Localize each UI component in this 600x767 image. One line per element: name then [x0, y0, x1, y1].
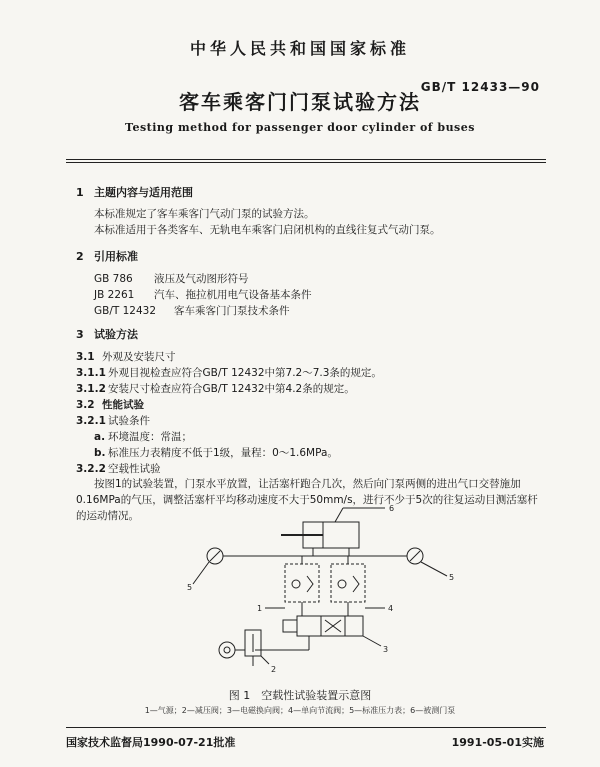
condition-item-a: a. 环境温度：常温；: [94, 431, 192, 443]
gauge-needle-left: [210, 551, 220, 561]
section-1-para-1: 本标准规定了客车乘客门气动门泵的试验方法。: [94, 208, 315, 220]
leader-5-left: [193, 562, 209, 584]
figure-legend: 1—气源；2—减压阀；3—电磁换向阀；4—单向节流阀；5—标准压力表；6—被测门泵: [144, 706, 456, 715]
check-throttle-valve-left: [285, 564, 319, 602]
leader-3: [363, 636, 381, 646]
label-5-left: 5: [187, 583, 193, 592]
label-6: 6: [389, 504, 395, 513]
header-rule-top: [66, 159, 546, 160]
gauge-needle-right: [410, 551, 420, 561]
condition-item-b: b. 标准压力表精度不低于1级，量程：0～1.6MPa。: [94, 447, 338, 459]
directional-valve-box-right: [345, 616, 363, 636]
air-source-core: [224, 647, 230, 653]
leader-5-right: [421, 562, 447, 576]
clause-3-2: 3.2 性能试验: [76, 399, 144, 411]
reference-item: GB/T 12432 客车乘客门门泵技术条件: [94, 305, 290, 317]
implementation-date: 1991-05-01实施: [451, 736, 544, 749]
label-1: 1: [257, 604, 263, 613]
section-1-heading: 1 主题内容与适用范围: [76, 186, 193, 199]
section-3-heading: 3 试验方法: [76, 328, 138, 341]
no-load-test-paragraph: 按图1的试验装置，门泵水平放置，让活塞杆跑合几次，然后向门泵两侧的进出气口交替施加0.16MPa的气压，调整活塞杆平均移动速度不大于50mm/s，进行不少于5次的往复运动目测活塞杆的运动情况。: [76, 478, 538, 522]
leader-1-source: [261, 656, 269, 664]
test-rig-schematic: [185, 504, 475, 684]
approval-date: 国家技术监督局1990-07-21批准: [66, 736, 236, 749]
standard-code: GB/T 12433—90: [420, 80, 540, 94]
check-ball-left: [292, 580, 300, 588]
leader-6-tip: [335, 508, 343, 522]
footer-rule: [66, 727, 546, 728]
issuing-org: 中华人民共和国国家标准: [189, 39, 410, 58]
clause-3-1: 3.1 外观及安装尺寸: [76, 351, 176, 363]
air-source: [219, 642, 235, 658]
reference-item: JB 2261 汽车、拖拉机用电气设备基本条件: [94, 289, 312, 301]
title-english: Testing method for passenger door cylinder of buses: [125, 121, 475, 134]
label-5-right: 5: [449, 573, 455, 582]
check-throttle-valve-right: [331, 564, 365, 602]
throttle-symbol-left: [307, 576, 313, 592]
throttle-symbol-right: [353, 576, 359, 592]
clause-3-2-1: 3.2.1 试验条件: [76, 415, 150, 427]
clause-3-2-2: 3.2.2 空载性试验: [76, 463, 161, 475]
header-rule-bottom: [66, 162, 546, 163]
reference-item: GB 786 液压及气动图形符号: [94, 273, 249, 285]
clause-3-1-2: 3.1.2 安装尺寸检查应符合GB/T 12432中第4.2条的规定。: [76, 383, 355, 395]
directional-valve-box-left: [297, 616, 321, 636]
solenoid-coil: [283, 620, 297, 632]
clause-3-1-1: 3.1.1 外观目视检查应符合GB/T 12432中第7.2～7.3条的规定。: [76, 367, 382, 379]
label-3: 3: [383, 645, 389, 654]
title-chinese: 客车乘客门门泵试验方法: [179, 90, 421, 114]
section-1-para-2: 本标准适用于各类客车、无轨电车乘客门启闭机构的直线往复式气动门泵。: [94, 224, 441, 236]
label-4: 4: [388, 604, 394, 613]
check-ball-right: [338, 580, 346, 588]
label-2: 2: [271, 665, 277, 674]
figure-caption: 图 1 空载性试验装置示意图: [228, 689, 372, 702]
section-2-heading: 2 引用标准: [76, 250, 138, 263]
